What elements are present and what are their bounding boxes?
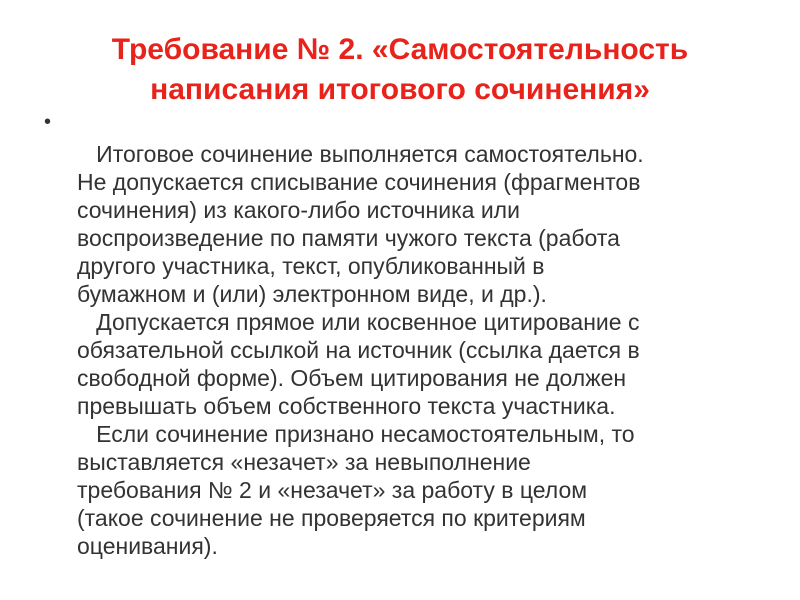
body-line: воспроизведение по памяти чужого текста (работа bbox=[77, 225, 620, 251]
slide-title-line-2: написания итогового сочинения» bbox=[150, 73, 650, 106]
body-line: свободной форме). Объем цитирования не должен bbox=[77, 365, 627, 391]
body-line: другого участника, текст, опубликованный в bbox=[77, 253, 545, 279]
body-line: (такое сочинение не проверяется по критериям bbox=[77, 505, 586, 531]
body-line: Не допускается списывание сочинения (фрагментов bbox=[77, 169, 641, 195]
body-line: обязательной ссылкой на источник (ссылка дается в bbox=[77, 337, 640, 363]
body-line: сочинения) из какого-либо источника или bbox=[77, 197, 520, 223]
body-line: бумажном и (или) электронном виде, и др.). bbox=[77, 281, 547, 307]
body-line: выставляется «незачет» за невыполнение bbox=[77, 449, 531, 475]
slide-title-line-1: Требование № 2. «Самостоятельность bbox=[111, 33, 689, 66]
body-line: Допускается прямое или косвенное цитирование с bbox=[77, 309, 640, 335]
body-line: Итоговое сочинение выполняется самостоятельно. bbox=[77, 141, 644, 167]
body-line: оценивания). bbox=[77, 533, 218, 559]
body-line: Если сочинение признано несамостоятельным, то bbox=[77, 421, 635, 447]
bullet-marker: • bbox=[44, 111, 52, 133]
body-line: требования № 2 и «незачет» за работу в целом bbox=[77, 477, 588, 503]
body-text bbox=[77, 140, 757, 560]
body-line: превышать объем собственного текста участника. bbox=[77, 393, 616, 419]
slide-title bbox=[20, 30, 780, 110]
